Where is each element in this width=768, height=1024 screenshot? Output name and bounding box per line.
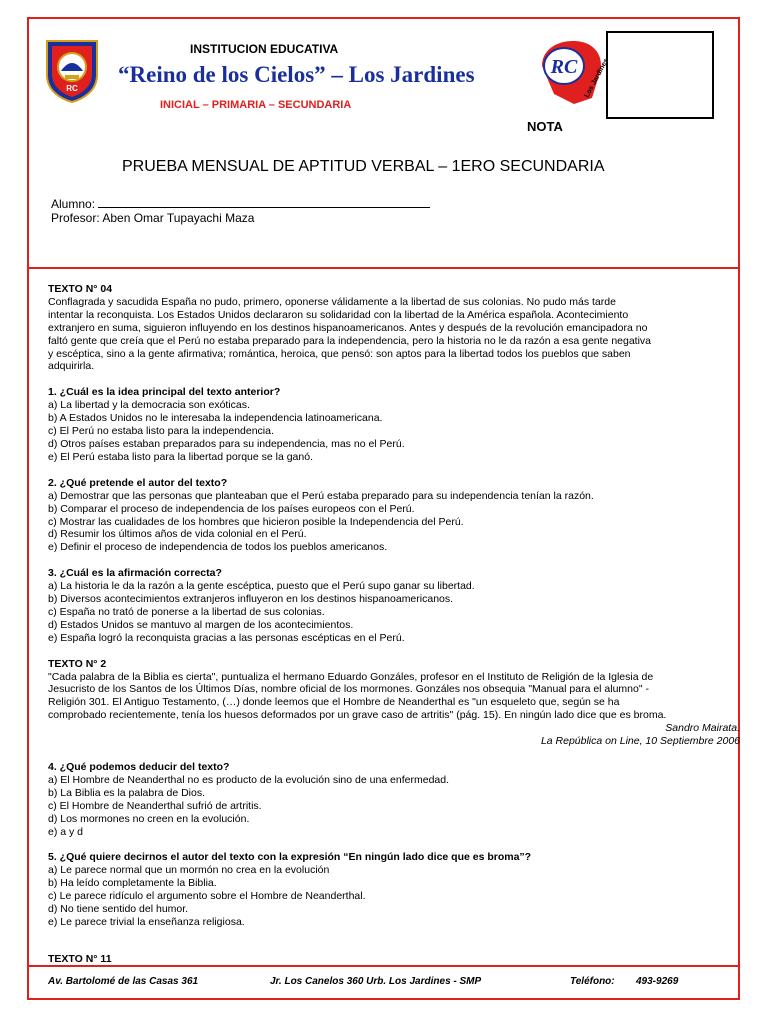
answer-option: d) Estados Unidos se mantuvo al margen de los acontecimientos.	[48, 618, 354, 631]
question-1: 1. ¿Cuál es la idea principal del texto anterior?	[48, 386, 281, 399]
reading-passage-1	[48, 296, 740, 373]
exam-content	[48, 283, 740, 966]
answer-option: b) Diversos acontecimientos extranjeros influyeron en los destinos hispanoamericanos.	[48, 593, 454, 606]
footer-address-1: Av. Bartolomé de las Casas 361	[48, 976, 199, 987]
answer-option: c) España no trató de ponerse a la libertad de sus colonias.	[48, 605, 325, 618]
svg-text:Los Jardines: Los Jardines	[583, 57, 611, 99]
passage-line: intentar la reconquista. Los Estados Unidos declararon su solidaridad con la libertad de la América española. Acontecimiento	[48, 308, 629, 321]
reading-passage-2	[48, 671, 740, 723]
answer-option: c) Le parece ridículo el argumento sobre el Hombre de Neanderthal.	[48, 890, 366, 903]
nota-label: NOTA	[527, 119, 563, 134]
school-levels: INICIAL – PRIMARIA – SECUNDARIA	[160, 99, 352, 111]
answer-option: d) Otros países estaban preparados para su independencia, mas no el Perú.	[48, 437, 405, 450]
school-name: “Reino de los Cielos” – Los Jardines	[118, 62, 475, 87]
svg-text:RC: RC	[550, 56, 578, 78]
answer-option: d) Los mormones no creen en la evolución.	[48, 812, 250, 825]
institution-label: INSTITUCION EDUCATIVA	[190, 42, 339, 56]
question-5: 5. ¿Qué quiere decirnos el autor del texto con la expresión “En ningún lado dice que es broma”?	[48, 851, 532, 864]
school-crest-logo	[43, 37, 101, 103]
answer-option: c) El Perú no estaba listo para la independencia.	[48, 425, 274, 438]
los-jardines-logo	[534, 36, 611, 106]
text-title: TEXTO N° 2	[48, 657, 107, 670]
student-field[interactable]	[51, 196, 430, 211]
answer-option: e) Le parece trivial la enseñanza religiosa.	[48, 915, 245, 928]
answer-option: a) Demostrar que las personas que planteaban que el Perú estaba preparado para su independencia tenían la razón.	[48, 489, 594, 502]
passage-source: La República on Line, 10 Septiembre 2006	[540, 735, 740, 748]
answer-option: d) Resumir los últimos años de vida colonial en el Perú.	[48, 528, 307, 541]
question-4: 4. ¿Qué podemos deducir del texto?	[48, 761, 230, 773]
answer-option: e) a y d	[48, 825, 84, 838]
passage-line: comprobado recientemente, tenía los huesos deformados por un grave caso de artritis" (pág. 15). En ningún lado dice que es broma.	[48, 709, 667, 722]
question-2: 2. ¿Qué pretende el autor del texto?	[48, 476, 228, 489]
answer-option: b) Comparar el proceso de independencia de los países europeos con el Perú.	[48, 502, 415, 515]
passage-line: Jesucristo de los Santos de los Últimos Días, nombre oficial de los mormones. Gonzáles nos obsequia "Manual para el alumno" -	[48, 683, 649, 696]
answer-option: a) La historia le da la razón a la gente escéptica, puesto que el Perú supo ganar su libertad.	[48, 580, 475, 593]
passage-line: Religión 301. El Antiguo Testamento, (…) donde leemos que el Hombre de Neanderthal es "un esqueleto que, según se ha	[48, 696, 620, 709]
text-title: TEXTO N° 11	[48, 952, 112, 965]
footer-address-2: Jr. Los Canelos 360 Urb. Los Jardines - SMP	[270, 976, 482, 987]
answer-option: c) Mostrar las cualidades de los hombres que hicieron posible la Independencia del Perú.	[48, 515, 464, 528]
footer-phone-label: Teléfono:	[570, 976, 615, 987]
answer-option: d) No tiene sentido del humor.	[48, 903, 189, 916]
header-divider	[27, 267, 740, 269]
answer-option: b) Ha leído completamente la Biblia.	[48, 877, 217, 890]
passage-line: extranjero en suma, siguieron influyendo en los destinos hispanoamericanos. Antes y después de la revolución emancipadora no	[48, 321, 648, 334]
passage-line: faltó gente que creía que el Perú no estaba preparado para la independencia, pero la historia no le da razón a esa gente negativa	[48, 334, 652, 347]
answer-option: a) La libertad y la democracia son exóticas.	[48, 399, 250, 412]
exam-title: PRUEBA MENSUAL DE APTITUD VERBAL – 1ERO SECUNDARIA	[122, 158, 605, 175]
text-title: TEXTO N° 04	[48, 283, 113, 295]
passage-line: adquirirla.	[48, 360, 95, 373]
answer-option: e) El Perú estaba listo para la libertad porque se la ganó.	[48, 450, 313, 463]
answer-option: e) Definir el proceso de independencia de todos los pueblos americanos.	[48, 541, 388, 554]
student-label: Alumno:	[51, 197, 96, 211]
question-3: 3. ¿Cuál es la afirmación correcta?	[48, 567, 222, 580]
student-name-line[interactable]	[98, 196, 430, 208]
answer-option: a) El Hombre de Neanderthal no es producto de la evolución sino de una enfermedad.	[48, 773, 450, 786]
passage-line: y escéptica, sino a la gente afirmativa; romántica, heroica, que pensó: son aptos para la libertad todos los pueblos que saben	[48, 347, 631, 360]
footer-phone: 493-9269	[636, 976, 679, 987]
answer-option: b) La Biblia es la palabra de Dios.	[48, 786, 206, 799]
answer-option: c) El Hombre de Neanderthal sufrió de artritis.	[48, 799, 262, 812]
answer-option: b) A Estados Unidos no le interesaba la independencia latinoamericana.	[48, 412, 383, 425]
answer-option: e) España logró la reconquista gracias a las personas escépticas en el Perú.	[48, 631, 405, 644]
answer-option: a) Le parece normal que un mormón no crea en la evolución	[48, 864, 330, 877]
passage-line: "Cada palabra de la Biblia es cierta", puntualiza el hermano Eduardo Gonzáles, profesor en el Instituto de Religión de la Iglesia de	[48, 670, 654, 683]
svg-text:RC: RC	[66, 84, 78, 93]
passage-author: Sandro Mairata.	[665, 722, 740, 735]
teacher-line: Profesor: Aben Omar Tupayachi Maza	[51, 211, 255, 225]
passage-line: Conflagrada y sacudida España no pudo, primero, oponerse válidamente a la libertad de sus colonias. No pudo más tarde	[48, 295, 616, 308]
grade-box	[606, 31, 714, 119]
